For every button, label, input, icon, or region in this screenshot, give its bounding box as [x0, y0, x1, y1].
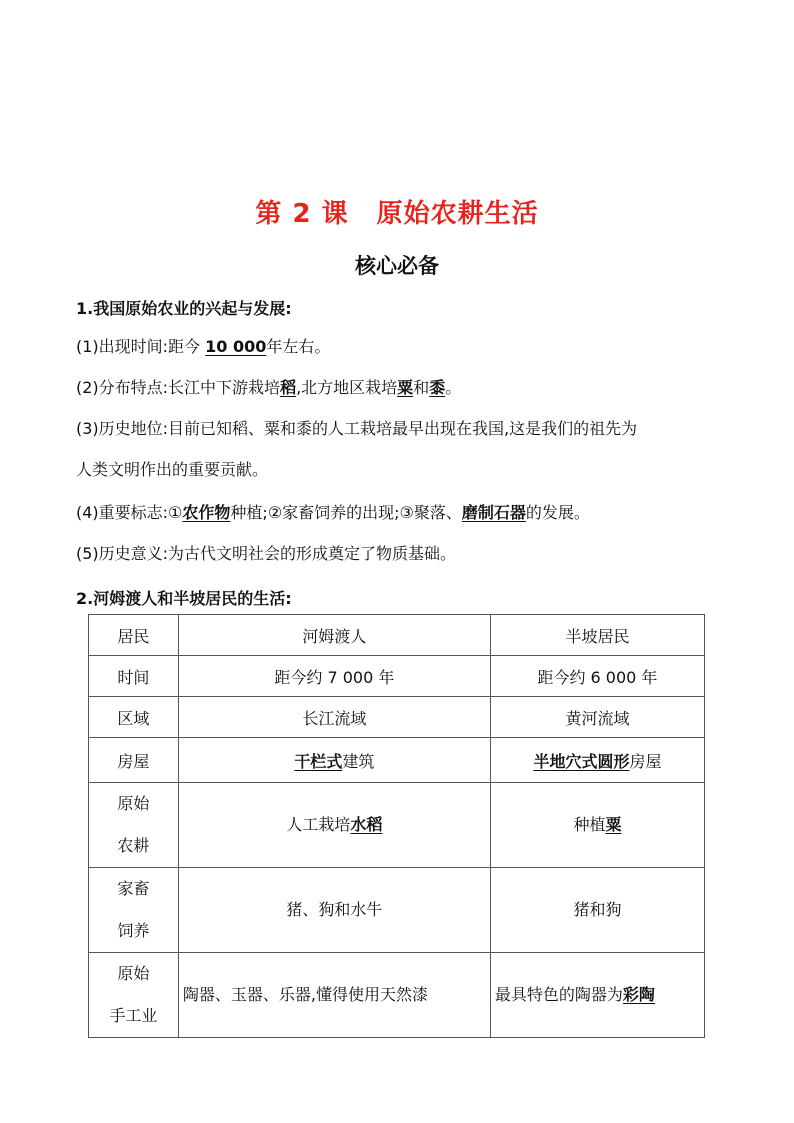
table-cell: 猪和狗 — [490, 868, 704, 953]
item-historical-status — [76, 408, 726, 490]
table-cell: 房屋 — [89, 738, 179, 783]
farming-key-rice: 水稻 — [350, 815, 383, 834]
table-cell: 距今约 7 000 年 — [178, 656, 490, 697]
item2-text: (2)分布特点:长江中下游栽培 — [76, 378, 281, 397]
item4-key-stone-tools: 磨制石器 — [461, 503, 526, 522]
item2-and: 和 — [413, 378, 430, 397]
table-row — [89, 868, 705, 953]
item1-key: 10 000 — [205, 337, 267, 356]
table-cell: 半坡居民 — [490, 615, 704, 656]
table-row — [89, 738, 705, 783]
table-cell: 河姆渡人 — [178, 615, 490, 656]
table-cell — [490, 953, 704, 1038]
table-cell — [89, 783, 179, 868]
item2-post: 。 — [445, 378, 462, 397]
item3-line2: 人类文明作出的重要贡献。 — [76, 460, 269, 479]
table-row — [89, 656, 705, 697]
farming-key-millet: 粟 — [605, 815, 622, 834]
row-label-line1: 家畜 — [117, 879, 150, 898]
table-cell — [490, 783, 704, 868]
table-cell: 长江流域 — [178, 697, 490, 738]
item-appearance-time — [76, 326, 726, 367]
table-row — [89, 783, 705, 868]
lesson-name: 原始农耕生活 — [376, 199, 539, 229]
table-cell: 时间 — [89, 656, 179, 697]
house-post: 房屋 — [629, 751, 662, 771]
table-cell — [89, 868, 179, 953]
section2-heading: 2.河姆渡人和半坡居民的生活: — [76, 589, 292, 608]
row-label-line2: 饲养 — [117, 921, 150, 940]
item2-mid: ,北方地区栽培 — [296, 378, 398, 397]
lesson-title — [0, 193, 794, 230]
item2-key-millet: 粟 — [397, 378, 414, 397]
lesson-number: 第 2 课 — [255, 199, 349, 229]
farming-text: 人工栽培 — [286, 815, 351, 834]
table-cell — [89, 953, 179, 1038]
item-distribution — [76, 367, 726, 408]
row-label-line2: 农耕 — [117, 836, 150, 855]
table-cell: 陶器、玉器、乐器,懂得使用天然漆 — [178, 953, 490, 1038]
table-cell — [490, 738, 704, 783]
comparison-table — [88, 614, 705, 1038]
craft-text: 最具特色的陶器为 — [494, 985, 623, 1004]
item4-post: 的发展。 — [525, 503, 590, 522]
house-post: 建筑 — [342, 751, 375, 771]
item4-text: (4)重要标志:① — [76, 503, 183, 522]
item2-key-broomcorn: 黍 — [429, 378, 446, 397]
table-cell — [178, 738, 490, 783]
item1-text: (1)出现时间:距今 — [76, 337, 206, 356]
row-label-line1: 原始 — [117, 964, 150, 983]
house-key-stilt: 干栏式 — [294, 751, 343, 771]
item-key-signs — [76, 492, 726, 533]
table-cell: 距今约 6 000 年 — [490, 656, 704, 697]
item3-line1: (3)历史地位:目前已知稻、粟和黍的人工栽培最早出现在我国,这是我们的祖先为 — [76, 419, 638, 438]
section-subtitle: 核心必备 — [355, 254, 439, 278]
table-row — [89, 615, 705, 656]
house-key-pit: 半地穴式圆形 — [533, 751, 630, 771]
craft-key-painted-pottery: 彩陶 — [622, 985, 655, 1004]
item2-key-rice: 稻 — [280, 378, 297, 397]
table-cell — [178, 783, 490, 868]
row-label-line2: 手工业 — [109, 1006, 158, 1025]
table-cell: 黄河流域 — [490, 697, 704, 738]
row-label-line1: 原始 — [117, 794, 150, 813]
farming-text: 种植 — [573, 815, 606, 834]
section1-heading: 1.我国原始农业的兴起与发展: — [76, 299, 292, 318]
item4-key-crops: 农作物 — [182, 503, 231, 522]
table-row — [89, 953, 705, 1038]
item-significance: (5)历史意义:为古代文明社会的形成奠定了物质基础。 — [76, 544, 457, 563]
item1-post: 年左右。 — [266, 337, 331, 356]
table-cell: 区域 — [89, 697, 179, 738]
table-row — [89, 697, 705, 738]
item4-mid: 种植;②家畜饲养的出现;③聚落、 — [230, 503, 462, 522]
table-cell: 居民 — [89, 615, 179, 656]
table-cell: 猪、狗和水牛 — [178, 868, 490, 953]
